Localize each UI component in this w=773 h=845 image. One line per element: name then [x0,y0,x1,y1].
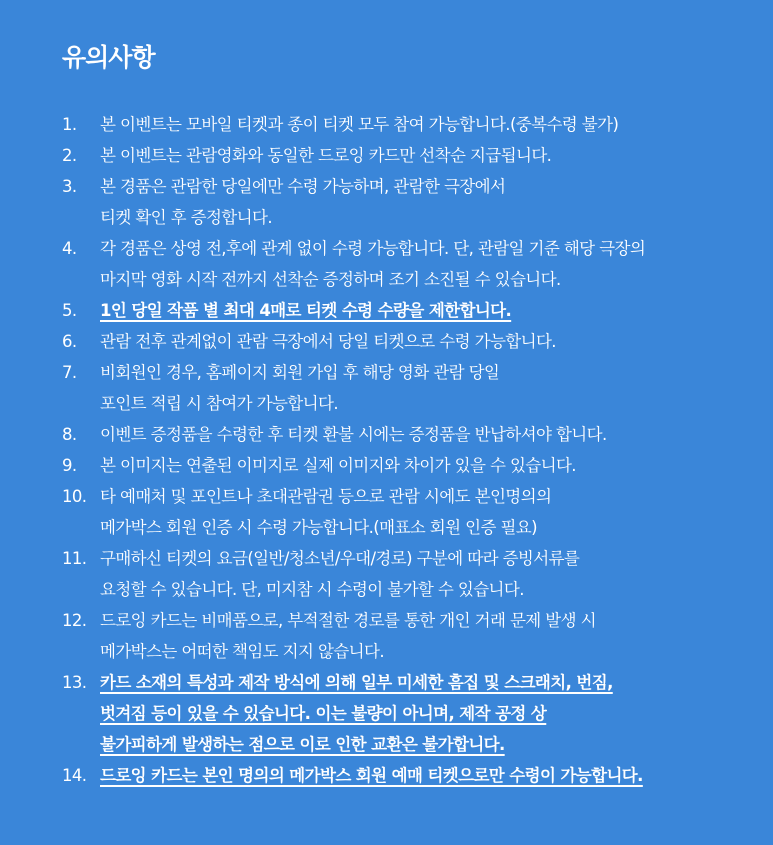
item-text-line: 각 경품은 상영 전,후에 관계 없이 수령 가능합니다. 단, 관람일 기준 해당 극장의 [100,239,646,258]
item-text-emphasis: 드로잉 카드는 본인 명의의 메가박스 회원 예매 티켓으로만 수령이 가능합니다. [100,766,643,785]
notice-list [62,109,773,791]
notice-item-6 [62,326,773,357]
notice-item-12 [62,605,773,667]
notice-item-10 [62,481,773,543]
item-number: 11. [62,549,87,568]
notice-item-7 [62,357,773,419]
item-number: 5. [62,301,77,320]
item-text-line: 드로잉 카드는 비매품으로, 부적절한 경로를 통한 개인 거래 문제 발생 시 [100,611,596,630]
item-text-line: 비회원인 경우, 홈페이지 회원 가입 후 해당 영화 관람 당일 [100,363,500,382]
item-text-line: 티켓 확인 후 증정합니다. [100,208,272,227]
item-text-line: 타 예매처 및 포인트나 초대관람권 등으로 관람 시에도 본인명의의 [100,487,552,506]
notice-item-9 [62,450,773,481]
item-number: 7. [62,363,77,382]
item-number: 8. [62,425,77,444]
notice-item-4 [62,233,773,295]
item-number: 3. [62,177,77,196]
notice-item-3 [62,171,773,233]
item-number: 2. [62,146,77,165]
notice-item-13 [62,667,773,760]
item-number: 1. [62,115,77,134]
notice-item-14 [62,760,773,791]
item-number: 10. [62,487,87,506]
notice-item-1 [62,109,773,140]
item-text-emphasis: 불가피하게 발생하는 점으로 이로 인한 교환은 불가합니다. [100,735,505,754]
item-number: 4. [62,239,77,258]
notice-item-11 [62,543,773,605]
item-number: 9. [62,456,77,475]
item-text-emphasis: 벗겨짐 등이 있을 수 있습니다. 이는 불량이 아니며, 제작 공정 상 [100,704,547,723]
item-text-line: 이벤트 증정품을 수령한 후 티켓 환불 시에는 증정품을 반납하셔야 합니다. [100,425,607,444]
item-number: 14. [62,766,87,785]
item-text-line: 관람 전후 관계없이 관람 극장에서 당일 티켓으로 수령 가능합니다. [100,332,556,351]
item-number: 6. [62,332,77,351]
item-number: 12. [62,611,87,630]
notice-item-5 [62,295,773,326]
item-text-line: 메가박스는 어떠한 책임도 지지 않습니다. [100,642,384,661]
item-text-line: 마지막 영화 시작 전까지 선착순 증정하며 조기 소진될 수 있습니다. [100,270,561,289]
item-text-line: 포인트 적립 시 참여가 가능합니다. [100,394,338,413]
notice-item-2 [62,140,773,171]
item-text-line: 본 이벤트는 모바일 티켓과 종이 티켓 모두 참여 가능합니다.(중복수령 불가) [100,115,619,134]
item-text-emphasis: 카드 소재의 특성과 제작 방식에 의해 일부 미세한 흠집 및 스크래치, 번짐, [100,673,613,692]
item-text-line: 본 경품은 관람한 당일에만 수령 가능하며, 관람한 극장에서 [100,177,506,196]
notice-title: 유의사항 [62,43,155,72]
item-text-line: 본 이미지는 연출된 이미지로 실제 이미지와 차이가 있을 수 있습니다. [100,456,576,475]
notice-item-8 [62,419,773,450]
item-text-line: 본 이벤트는 관람영화와 동일한 드로잉 카드만 선착순 지급됩니다. [100,146,552,165]
item-text-emphasis: 1인 당일 작품 별 최대 4매로 티켓 수령 수량을 제한합니다. [100,301,512,320]
item-text-line: 메가박스 회원 인증 시 수령 가능합니다.(매표소 회원 인증 필요) [100,518,537,537]
item-number: 13. [62,673,87,692]
item-text-line: 요청할 수 있습니다. 단, 미지참 시 수령이 불가할 수 있습니다. [100,580,524,599]
item-text-line: 구매하신 티켓의 요금(일반/청소년/우대/경로) 구분에 따라 증빙서류를 [100,549,580,568]
